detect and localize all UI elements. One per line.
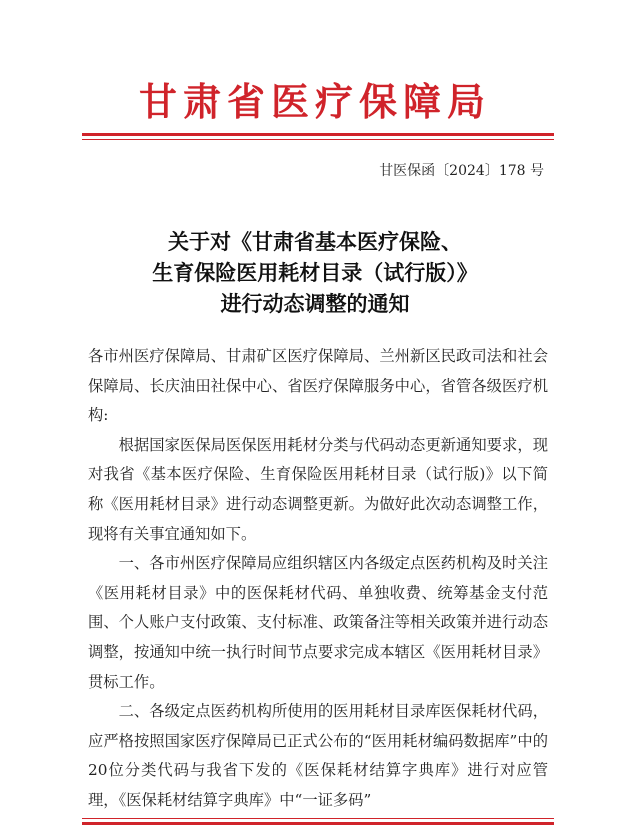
- notice-title-line-3: 进行动态调整的通知: [220, 291, 410, 316]
- issuer-title: 甘肃省医疗保障局: [138, 79, 491, 124]
- footer-red-rule-thick: [82, 822, 554, 825]
- notice-title-line-1: 关于对《甘肃省基本医疗保险、: [168, 229, 462, 254]
- header-red-rule-thin: [82, 139, 554, 140]
- notice-title: [0, 226, 630, 319]
- addressees-paragraph: 各市州医疗保障局、甘肃矿区医疗保障局、兰州新区民政司法和社会保障局、长庆油田社保中心、省医疗保障服务中心，省管各级医疗机构:: [88, 347, 548, 425]
- item-two-paragraph: 二、各级定点医药机构所使用的医用耗材目录库医保耗材代码，应严格按照国家医疗保障局已正式公布的“医用耗材编码数据库”中的20位分类代码与我省下发的《医保耗材结算字典库》进行对应管理，《医保耗材结算字典库》中“一证多码”: [88, 702, 548, 809]
- intro-paragraph: 根据国家医保局医保医用耗材分类与代码动态更新通知要求，现对我省《基本医疗保险、生育保险医用耗材目录（试行版)》以下简称《医用耗材目录》进行动态调整更新。为做好此次动态调整工作，现将有关事宜通知如下。: [88, 435, 548, 543]
- item-one-paragraph: 一、各市州医疗保障局应组织辖区内各级定点医药机构及时关注《医用耗材目录》中的医保耗材代码、单独收费、统筹基金支付范围、个人账户支付政策、支付标准、政策备注等相关政策并进行动态调整，按通知中统一执行时间节点要求完成本辖区《医用耗材目录》贯标工作。: [88, 554, 548, 691]
- notice-title-line-2: 生育保险医用耗材目录（试行版）》: [152, 260, 478, 285]
- notice-body: [88, 342, 548, 816]
- header-red-rule-thick: [82, 133, 554, 136]
- footer-red-rule-thin: [82, 818, 554, 819]
- document-number: 甘医保函〔2024〕178 号: [379, 163, 544, 179]
